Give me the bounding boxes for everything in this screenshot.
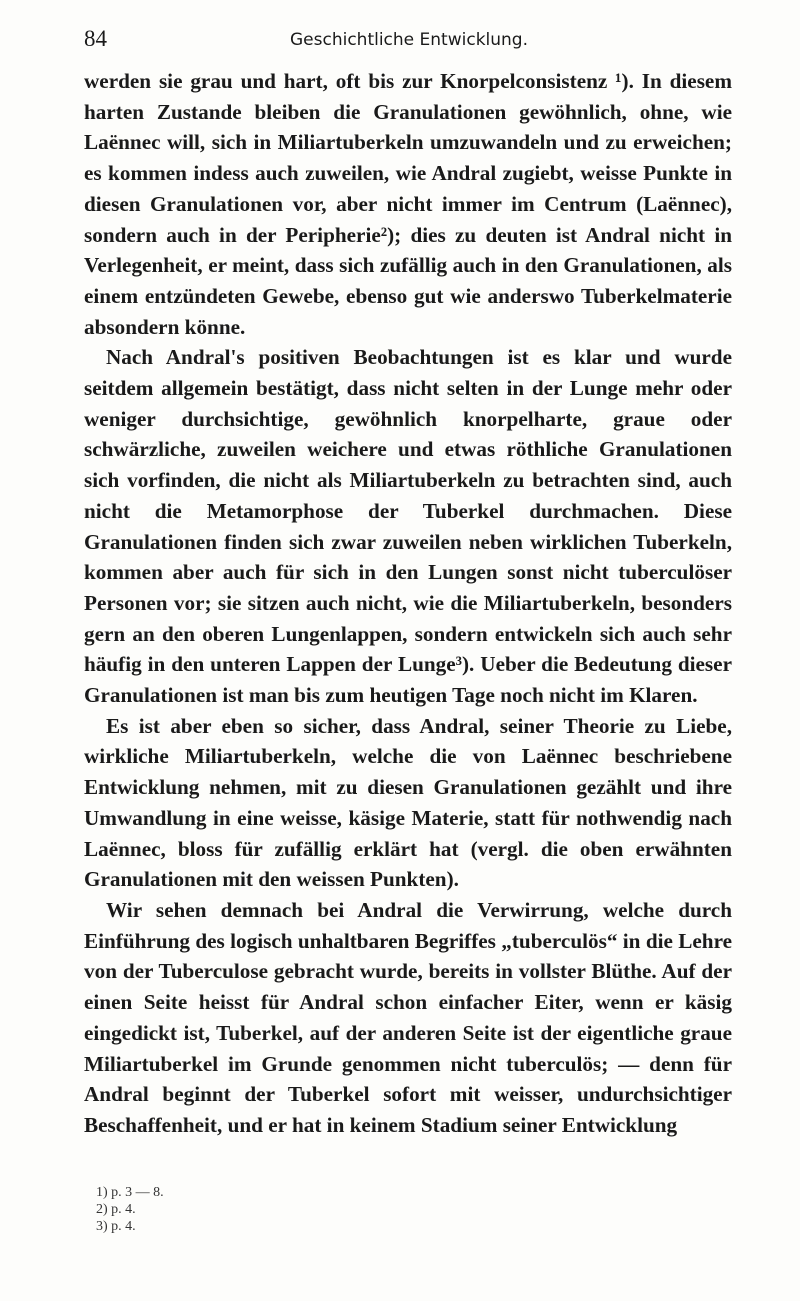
body-text (84, 66, 732, 1141)
paragraph: Es ist aber eben so sicher, dass Andral, seiner Theorie zu Liebe, wirkliche Miliartuberkeln, welche die von Laënnec beschriebene Entwicklung nehmen, mit zu diesen Granulationen gezählt und ihre Umwandlung in eine weisse, käsige Materie, statt für nothwendig nach Laënnec, bloss für zufällig erklärt hat (vergl. die oben erwähnten Granulationen mit den weissen Punkten). (84, 713, 732, 892)
running-title: Geschichtliche Entwicklung. (289, 30, 529, 50)
running-head (84, 26, 734, 56)
paragraph: Wir sehen demnach bei Andral die Verwirrung, welche durch Einführung des logisch unhaltbaren Begriffes „tuberculös“ in die Lehre von der Tuberculose gebracht wurde, bereits in vollster Blüthe. Auf der einen Seite heisst für Andral schon einfacher Eiter, wenn er käsig eingedickt ist, Tuberkel, auf der anderen Seite ist der eigentliche graue Miliartuberkel im Grunde genommen nicht tuberculös; — denn für Andral beginnt der Tuberkel sofort mit weisser, undurchsichtiger Beschaffenheit, und er hat in keinem Stadium seiner Entwicklung (84, 897, 732, 1137)
footnote: 1) p. 3 — 8. (96, 1185, 164, 1200)
footnotes (96, 1184, 164, 1235)
footnote: 3) p. 4. (96, 1219, 136, 1234)
paragraph: werden sie grau und hart, oft bis zur Knorpelconsistenz ¹). In diesem harten Zustande bleiben die Granulationen gewöhnlich, ohne, wie Laënnec will, sich in Miliartuberkeln umzuwandeln und zu erweichen; es kommen indess auch zuweilen, wie Andral zugiebt, weisse Punkte in diesen Granulationen vor, aber nicht immer im Centrum (Laënnec), sondern auch in der Peripherie²); dies zu deuten ist Andral nicht in Verlegenheit, er meint, dass sich zufällig auch in den Granulationen, als einem entzündeten Gewebe, ebenso gut wie anderswo Tuberkelmaterie absondern könne. (84, 69, 732, 339)
page-number: 84 (84, 26, 107, 51)
footnote: 2) p. 4. (96, 1202, 136, 1217)
paragraph: Nach Andral's positiven Beobachtungen ist es klar und wurde seitdem allgemein bestätigt, dass nicht selten in der Lunge mehr oder weniger durchsichtige, gewöhnlich knorpelharte, graue oder schwärzliche, zuweilen weichere und etwas röthliche Granulationen sich vorfinden, die nicht als Miliartuberkeln zu betrachten sind, auch nicht die Metamorphose der Tuberkel durchmachen. Diese Granulationen finden sich zwar zuweilen neben wirklichen Tuberkeln, kommen aber auch für sich in den Lungen sonst nicht tuberculöser Personen vor; sie sitzen auch nicht, wie die Miliartuberkeln, besonders gern an den oberen Lungenlappen, sondern entwickeln sich auch sehr häufig in den unteren Lappen der Lunge³). Ueber die Bedeutung dieser Granulationen ist man bis zum heutigen Tage noch nicht im Klaren. (84, 345, 732, 708)
